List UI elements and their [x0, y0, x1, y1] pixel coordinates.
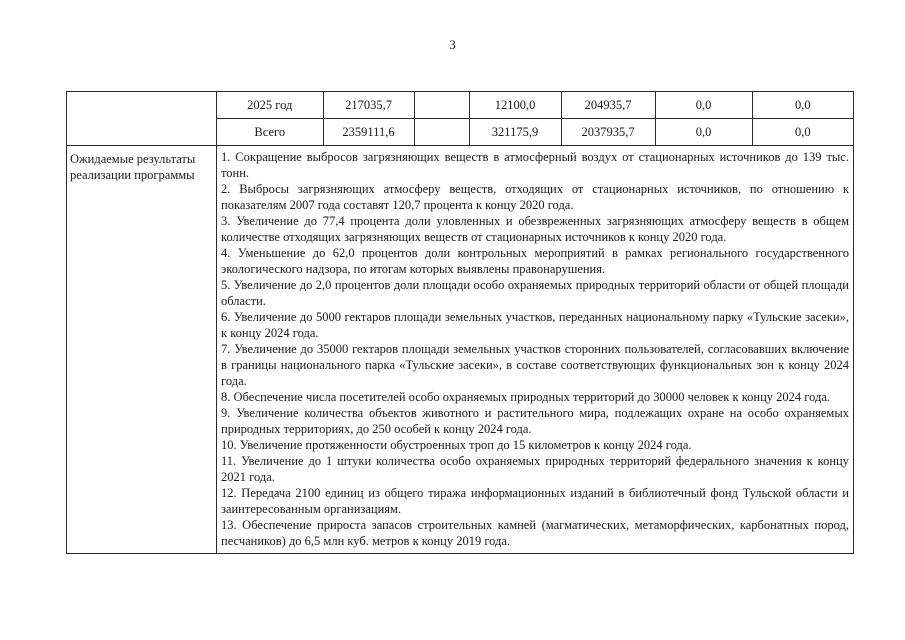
result-item: 11. Увеличение до 1 штуки количества особо охраняемых природных территорий федерального значения к концу 2021 года.	[221, 454, 849, 484]
result-item: 5. Увеличение до 2,0 процентов доли площади особо охраняемых природных территорий области от общей площади области.	[221, 278, 849, 308]
results-cell	[217, 146, 854, 554]
finance-table-row	[217, 92, 853, 119]
finance-table-cell: 12100,0	[469, 92, 561, 119]
result-item: 3. Увеличение до 77,4 процента доли уловленных и обезвреженных загрязняющих атмосферу веществ в общем количестве отходящих загрязняющих веществ от стационарных источников к концу 2020 года.	[221, 214, 849, 244]
results-list	[217, 146, 853, 553]
finance-table-cell: 2359111,6	[323, 119, 414, 146]
result-item: 7. Увеличение до 35000 гектаров площади земельных участков сторонних пользователей, согласовавших включение в границы национального парка «Тульские засеки», в составе соответствующих функциональных зон к концу 2024 года.	[221, 342, 849, 388]
finance-table-cell: 2025 год	[217, 92, 323, 119]
finance-table-cell	[414, 92, 469, 119]
result-item: 4. Уменьшение до 62,0 процентов доли контрольных мероприятий в рамках регионального государственного экологического надзора, по итогам которых выявлены правонарушения.	[221, 246, 849, 276]
finance-table-cell: 0,0	[655, 92, 752, 119]
finance-table	[217, 92, 853, 145]
finance-table-cell: 0,0	[794, 124, 811, 139]
result-item: 6. Увеличение до 5000 гектаров площади земельных участков, переданных национальному парку «Тульские засеки», к концу 2024 года.	[221, 310, 849, 340]
result-item: 9. Увеличение количества объектов животного и растительного мира, подлежащих охране на особо охраняемых природных территориях, до 250 особей к концу 2024 года.	[221, 406, 849, 436]
finance-table-row	[217, 119, 853, 146]
finance-table-cell: 2037935,7	[561, 119, 655, 146]
program-passport-table	[66, 91, 854, 554]
results-label: Ожидаемые результаты реализации программы	[67, 146, 217, 554]
finance-table-cell: 0,0	[655, 119, 752, 146]
results-row	[67, 146, 854, 554]
finance-row	[67, 92, 854, 146]
page-number: 3	[449, 37, 456, 52]
finance-table-cell: 217035,7	[323, 92, 414, 119]
finance-table-cell	[414, 119, 469, 146]
finance-table-cell: 204935,7	[561, 92, 655, 119]
finance-table-cell: 321175,9	[469, 119, 561, 146]
finance-cell	[217, 92, 854, 146]
finance-left-cell	[67, 92, 217, 146]
finance-table-cell: 0,0	[752, 92, 853, 119]
finance-table-cell: Всего	[217, 119, 323, 146]
result-item: 12. Передача 2100 единиц из общего тиража информационных изданий в библиотечный фонд Тульской области и заинтересованным организациям.	[221, 486, 849, 516]
result-item: 1. Сокращение выбросов загрязняющих веществ в атмосферный воздух от стационарных источников до 139 тыс. тонн.	[221, 150, 849, 180]
result-item: 8. Обеспечение числа посетителей особо охраняемых природных территорий до 30000 человек к концу 2024 года.	[221, 390, 830, 404]
result-item: 10. Увеличение протяженности обустроенных троп до 15 километров к концу 2024 года.	[221, 438, 692, 452]
result-item: 2. Выбросы загрязняющих атмосферу веществ, отходящих от стационарных источников, по отношению к показателям 2007 года составят 120,7 процента к концу 2020 года.	[221, 182, 849, 212]
result-item: 13. Обеспечение прироста запасов строительных камней (магматических, метаморфических, карбонатных пород, песчаников) до 6,5 млн куб. метров к концу 2019 года.	[221, 518, 849, 548]
